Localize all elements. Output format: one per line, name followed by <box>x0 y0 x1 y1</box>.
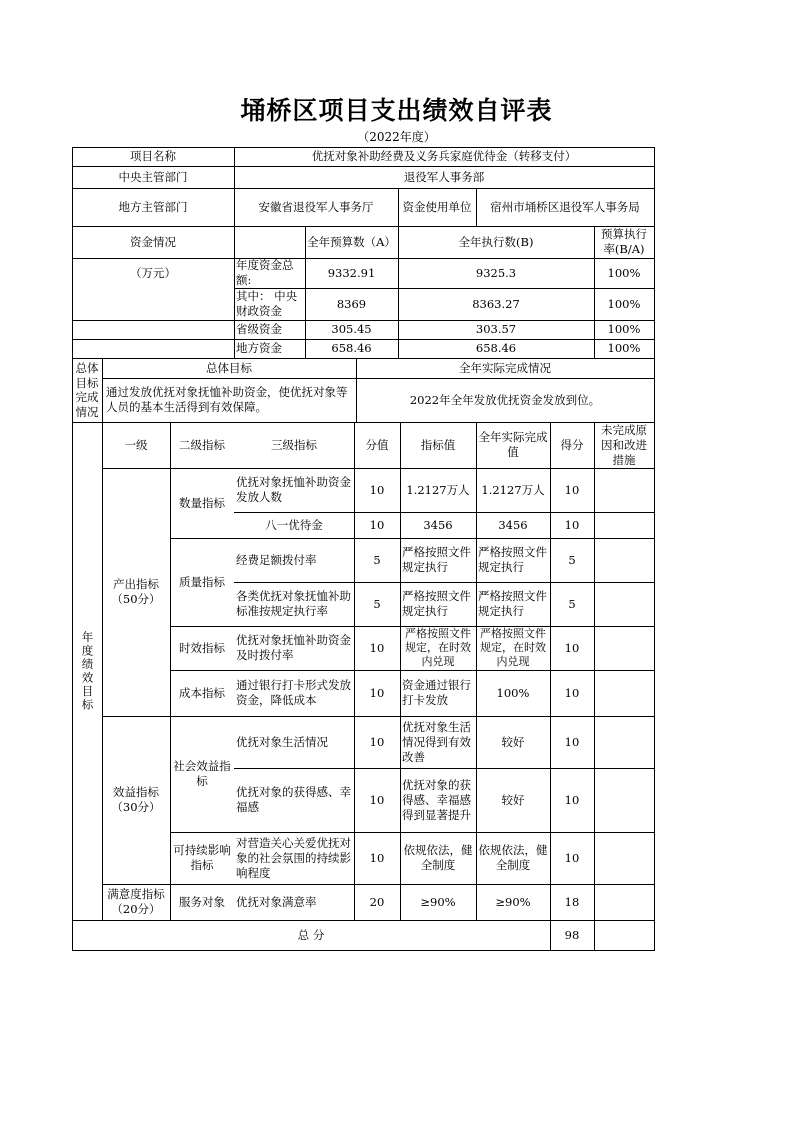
level1-satisfaction: 满意度指标（20分） <box>107 887 165 916</box>
level2-cost: 成本指标 <box>179 685 225 700</box>
fund-row-exec: 8363.27 <box>472 296 520 311</box>
fund-row-label: 省级资金 <box>236 322 282 336</box>
goal-col-actual: 全年实际完成情况 <box>459 360 551 375</box>
header-reason: 未完成原因和改进措施 <box>601 422 647 467</box>
fund-row-budget: 9332.91 <box>327 265 376 280</box>
indicator-got: 10 <box>564 517 580 532</box>
indicator-score: 10 <box>369 640 385 655</box>
goal-side-label: 总体目标完成情况 <box>75 361 99 419</box>
level2-sustainable: 可持续影响指标 <box>173 843 231 872</box>
fund-row-budget: 658.46 <box>331 341 372 355</box>
goal-text: 通过发放优抚对象抚恤补助资金，使优抚对象等人员的基本生活得到有效保障。 <box>106 385 348 414</box>
funds-label: 资金情况 <box>130 234 176 249</box>
indicator-name: 八一优待金 <box>265 517 323 532</box>
indicator-value: 严格按照文件规定执行 <box>402 545 471 574</box>
funds-col-budget: 全年预算数（A） <box>307 234 396 249</box>
indicator-score: 10 <box>369 734 385 749</box>
indicator-actual: 3456 <box>498 517 528 532</box>
header-value: 指标值 <box>420 437 456 452</box>
indicator-name: 对营造关心关爱优抚对象的社会氛围的持续影响程度 <box>236 835 351 880</box>
indicator-actual: 较好 <box>501 734 525 749</box>
fund-row-label: 地方资金 <box>236 341 282 355</box>
funds-col-exec: 全年执行数(B) <box>458 234 534 249</box>
indicator-value: ≥90% <box>420 894 456 909</box>
goal-col-goal: 总体目标 <box>206 360 252 375</box>
header-level2: 二级指标 <box>179 437 225 452</box>
local-dept: 安徽省退役军人事务厅 <box>258 199 374 214</box>
indicator-actual: 严格按照文件规定，在时效内兑现 <box>480 627 546 668</box>
actual-text: 2022年全年发放优抚资金发放到位。 <box>409 392 601 407</box>
year-label: （2022年度） <box>357 130 436 144</box>
indicator-name: 各类优抚对象抚恤补助标准按规定执行率 <box>236 589 351 618</box>
header-level1: 一级 <box>124 437 148 452</box>
central-dept: 退役军人事务部 <box>403 169 485 184</box>
level1-benefit: 效益指标（30分） <box>111 785 161 814</box>
indicator-score: 10 <box>369 850 385 865</box>
indicator-value: 严格按照文件规定，在时效内兑现 <box>405 627 471 668</box>
indicator-got: 10 <box>564 734 580 749</box>
level1-output: 产出指标（50分） <box>111 577 161 606</box>
indicator-actual: 100% <box>496 685 530 700</box>
indicator-got: 10 <box>564 685 580 700</box>
indicator-got: 10 <box>564 792 580 807</box>
fund-row-exec: 303.57 <box>475 322 517 336</box>
fund-row-rate: 100% <box>607 322 641 336</box>
indicator-got: 5 <box>568 596 576 611</box>
indicator-actual: 1.2127万人 <box>481 482 545 497</box>
indicator-value: 资金通过银行打卡发放 <box>402 678 471 707</box>
funds-col-rate: 预算执行率(B/A) <box>601 227 647 256</box>
user-unit-label: 资金使用单位 <box>402 199 472 214</box>
fund-row-label: 年度资金总额: <box>236 258 294 287</box>
indicator-value: 优抚对象生活情况得到有效改善 <box>402 719 471 764</box>
indicator-actual: ≥90% <box>495 894 531 909</box>
indicator-name: 优抚对象满意率 <box>236 894 317 909</box>
level2-service: 服务对象 <box>179 894 225 909</box>
indicator-name: 优抚对象抚恤补助资金及时拨付率 <box>236 633 351 662</box>
fund-row-budget: 8369 <box>336 296 367 311</box>
indicator-score: 10 <box>369 685 385 700</box>
indicator-value: 依规依法，健全制度 <box>403 843 473 872</box>
fund-row-exec: 658.46 <box>475 341 517 355</box>
funds-unit: （万元） <box>130 265 176 280</box>
total-score: 98 <box>564 927 580 942</box>
fund-row-rate: 100% <box>607 265 641 280</box>
local-dept-label: 地方主管部门 <box>118 199 188 214</box>
indicator-value: 严格按照文件规定执行 <box>402 589 471 618</box>
header-got: 得分 <box>560 437 584 452</box>
indicator-score: 5 <box>373 552 381 567</box>
level2-quality: 质量指标 <box>179 574 225 589</box>
fund-row-label: 其中： 中央财政资金 <box>236 289 298 318</box>
page-title: 埇桥区项目支出绩效自评表 <box>240 96 553 125</box>
indicator-actual: 依规依法，健全制度 <box>478 843 548 872</box>
indicator-value: 3456 <box>423 517 453 532</box>
indicator-got: 10 <box>564 482 580 497</box>
fund-row-rate: 100% <box>607 341 641 355</box>
indicator-score: 10 <box>369 482 385 497</box>
level2-social: 社会效益指标 <box>173 759 231 788</box>
indicator-actual: 较好 <box>501 792 525 807</box>
header-actual: 全年实际完成值 <box>478 430 548 459</box>
indicator-got: 10 <box>564 850 580 865</box>
indicator-score: 5 <box>373 596 381 611</box>
indicator-score: 10 <box>369 792 385 807</box>
header-level3: 三级指标 <box>271 437 317 452</box>
fund-row-rate: 100% <box>607 296 641 311</box>
fund-row-budget: 305.45 <box>331 322 372 336</box>
indicator-got: 5 <box>568 552 576 567</box>
total-label: 总 分 <box>297 927 325 942</box>
indicator-name: 经费足额拨付率 <box>236 552 317 567</box>
table-rule <box>594 422 595 951</box>
header-score: 分值 <box>365 437 389 452</box>
indicators-side-label: 年度绩效目标 <box>80 630 95 712</box>
indicator-value: 1.2127万人 <box>406 482 470 497</box>
indicator-score: 20 <box>369 894 385 909</box>
indicator-got: 10 <box>564 640 580 655</box>
table-rule <box>72 950 655 951</box>
project-name-label: 项目名称 <box>130 149 176 163</box>
fund-row-exec: 9325.3 <box>475 265 517 280</box>
indicator-actual: 严格按照文件规定执行 <box>478 545 547 574</box>
indicator-name: 优抚对象抚恤补助资金发放人数 <box>236 475 351 504</box>
central-dept-label: 中央主管部门 <box>118 169 188 184</box>
user-unit: 宿州市埇桥区退役军人事务局 <box>490 199 640 214</box>
indicator-name: 通过银行打卡形式发放资金，降低成本 <box>236 678 351 707</box>
project-name: 优抚对象补助经费及义务兵家庭优待金（转移支付） <box>311 149 577 163</box>
indicator-actual: 严格按照文件规定执行 <box>478 589 547 618</box>
level2-timeliness: 时效指标 <box>179 640 225 655</box>
indicator-got: 18 <box>564 894 580 909</box>
indicator-name: 优抚对象的获得感、幸福感 <box>236 785 351 814</box>
indicator-name: 优抚对象生活情况 <box>236 734 328 749</box>
indicator-score: 10 <box>369 517 385 532</box>
level2-quantity: 数量指标 <box>179 495 225 510</box>
indicator-value: 优抚对象的获得感、幸福感得到显著提升 <box>402 777 471 822</box>
table-rule <box>654 147 655 951</box>
